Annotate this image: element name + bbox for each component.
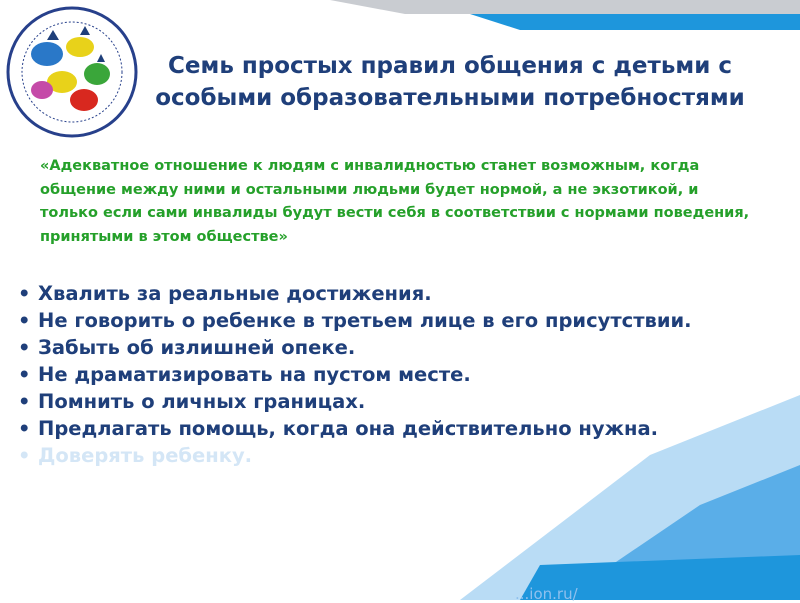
rule-item [16,391,786,413]
rule-item [16,283,786,305]
rule-text: Предлагать помощь, когда она действительно нужна. [38,417,659,440]
rule-item [16,418,786,440]
bullet: • [18,444,31,467]
bullet: • [18,309,31,332]
rule-item [16,364,786,386]
bullet: • [18,363,31,386]
quote-text: «Адекватное отношение к людям с инвалидностью станет возможным, когда общение между ними и остальными людьми будет нормой, а не экзотикой, и только если сами инвалиды будут вести себя в соответствии с нормами поведения, принятыми в этом обществе» [40,158,750,245]
bullet: • [18,282,31,305]
bullet: • [18,417,31,440]
bullet: • [18,336,31,359]
rule-text: Не говорить о ребенке в третьем лице в его присутствии. [38,309,692,332]
bullet: • [18,390,31,413]
rule-item [16,310,786,332]
rule-text: Забыть об излишней опеке. [38,336,356,359]
slide-title: Семь простых правил общения с детьми с особыми образовательными потребностями [155,53,745,111]
rule-item [16,337,786,359]
footer-link[interactable]: ...ion.ru/ [515,585,578,603]
rules-list [16,283,786,472]
organization-logo [2,2,142,142]
rule-text: Доверять ребенку. [38,444,253,467]
rule-text: Хвалить за реальные достижения. [38,282,432,305]
rule-text: Не драматизировать на пустом месте. [38,363,471,386]
rule-text: Помнить о личных границах. [38,390,366,413]
rule-item [16,445,786,467]
